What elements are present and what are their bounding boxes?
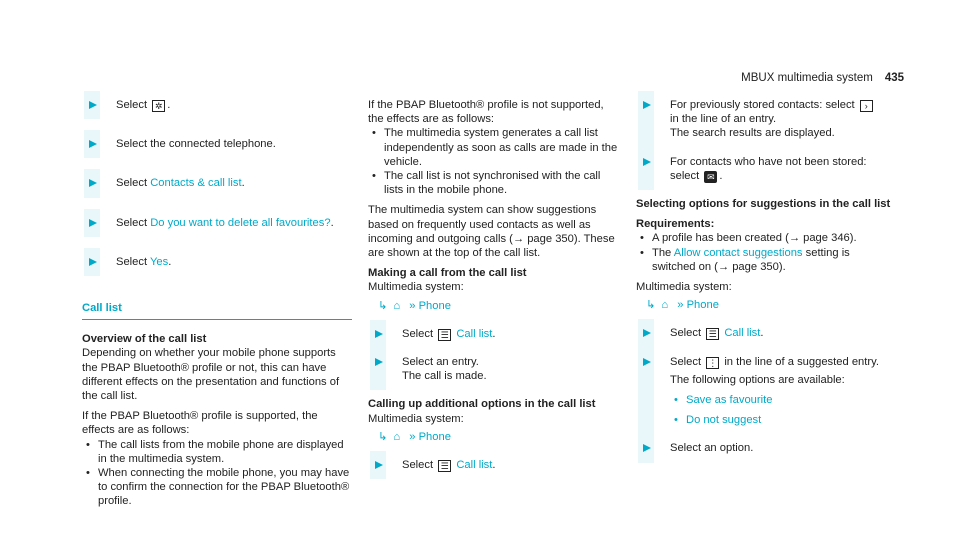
step-arrow-icon [375, 330, 383, 338]
paragraph: If the PBAP Bluetooth® profile is not supported, the effects are as follows: [368, 99, 604, 126]
menu-label: Multimedia system: [636, 281, 732, 294]
bullet-item: • A profile has been created (→ page 346). [636, 231, 896, 245]
call-list-link[interactable]: Call list [456, 459, 493, 472]
call-list-icon: ☰ [438, 329, 451, 341]
home-icon[interactable]: ⌂ [661, 299, 669, 312]
step-arrow-icon [89, 140, 97, 148]
option-item[interactable]: • Save as favourite [670, 393, 896, 407]
path-arrow-icon: » [409, 430, 416, 443]
step: Select an entry. The call is made. [368, 355, 618, 383]
step: Select ⋮ in the line of a suggested entry. The following options are available: • Save as favourite • Do not suggest [636, 355, 896, 428]
subheading: Making a call from the call list [368, 267, 527, 280]
menu-path [368, 299, 618, 313]
step: Select ☰ Call list. [636, 326, 896, 340]
requirements-label: Requirements: [636, 218, 715, 231]
step: Select Contacts & call list. [82, 176, 352, 190]
section-heading: Call list [82, 301, 352, 320]
menu-path [368, 430, 618, 444]
phone-link[interactable]: Phone [418, 299, 451, 312]
chevron-right-icon: › [860, 100, 873, 112]
path-arrow-icon: ↳ [378, 299, 388, 312]
setting-link[interactable]: Allow contact suggestions [673, 246, 803, 259]
settings-icon: ✲ [152, 100, 165, 112]
column-3 [636, 98, 896, 456]
path-arrow-icon: » [409, 299, 416, 312]
bullet-item: • When connecting the mobile phone, you may have to confirm the connection for the PBAP Bluetooth® profile. [82, 466, 352, 509]
home-icon[interactable]: ⌂ [393, 299, 401, 312]
column-2 [368, 98, 618, 472]
step-arrow-icon [643, 158, 651, 166]
call-list-link[interactable]: Call list [724, 327, 761, 340]
menu-label: Multimedia system: [368, 281, 464, 294]
call-list-icon: ☰ [438, 460, 451, 472]
step: Select ☰ Call list. [368, 327, 618, 341]
step-arrow-icon [375, 461, 383, 469]
paragraph: If the PBAP Bluetooth® profile is supported, the effects are as follows: [82, 410, 318, 437]
option-item[interactable]: • Do not suggest [670, 413, 896, 427]
menu-link[interactable]: Do you want to delete all favourites? [150, 216, 331, 229]
header-title: MBUX multimedia system [741, 72, 873, 84]
bullet-item: • The call list is not synchronised with the call lists in the mobile phone. [368, 169, 618, 197]
step: Select Yes. [82, 255, 352, 269]
step-arrow-icon [89, 219, 97, 227]
subheading: Overview of the call list [82, 333, 207, 346]
path-arrow-icon: ↳ [378, 430, 388, 443]
step-arrow-icon [89, 179, 97, 187]
subheading: Calling up additional options in the call list [368, 398, 596, 411]
step-arrow-icon [375, 358, 383, 366]
path-arrow-icon: » [677, 299, 684, 312]
bullet-item: • The call lists from the mobile phone are displayed in the multimedia system. [82, 438, 352, 466]
subheading: Selecting options for suggestions in the call list [636, 198, 891, 211]
step-arrow-icon [643, 101, 651, 109]
call-list-icon: ☰ [706, 328, 719, 340]
step-arrow-icon [89, 101, 97, 109]
step: For previously stored contacts: select › in the line of an entry. The search results are displayed. [636, 98, 896, 141]
step: Select the connected telephone. [82, 137, 352, 151]
bullet-item: • The multimedia system generates a call list independently as soon as calls are made in the vehicle. [368, 126, 618, 169]
step: Select an option. [636, 441, 896, 455]
step-arrow-icon [89, 258, 97, 266]
menu-path [636, 298, 896, 312]
page-number: 435 [884, 72, 904, 84]
home-icon[interactable]: ⌂ [393, 430, 401, 443]
step: For contacts who have not been stored: select ✉ . [636, 155, 896, 183]
step: Select Do you want to delete all favourites?. [82, 216, 352, 230]
step: Select ✲ . [82, 98, 352, 112]
menu-link[interactable]: Contacts & call list [150, 177, 242, 190]
message-icon: ✉ [704, 171, 717, 183]
step-arrow-icon [643, 329, 651, 337]
call-list-link[interactable]: Call list [456, 327, 493, 340]
menu-link[interactable]: Yes [150, 255, 169, 268]
step-arrow-icon [643, 358, 651, 366]
bullet-item: • The Allow contact suggestions setting is switched on (→ page 350). [636, 246, 896, 274]
paragraph: Depending on whether your mobile phone supports the PBAP Bluetooth® profile or not, this can have different effects on the presentation and functions of the call list. [82, 347, 340, 403]
column-1 [82, 98, 352, 509]
phone-link[interactable]: Phone [418, 430, 451, 443]
step-arrow-icon [643, 444, 651, 452]
menu-label: Multimedia system: [368, 412, 464, 425]
paragraph: The multimedia system can show suggestions based on frequently used contacts as well as incoming and outgoing calls (→ page 350). These are shown at the top of the call list. [368, 204, 615, 260]
options-icon: ⋮ [708, 357, 718, 368]
page-header [741, 71, 904, 85]
phone-link[interactable]: Phone [686, 299, 719, 312]
step: Select ☰ Call list. [368, 458, 618, 472]
path-arrow-icon: ↳ [646, 299, 656, 312]
